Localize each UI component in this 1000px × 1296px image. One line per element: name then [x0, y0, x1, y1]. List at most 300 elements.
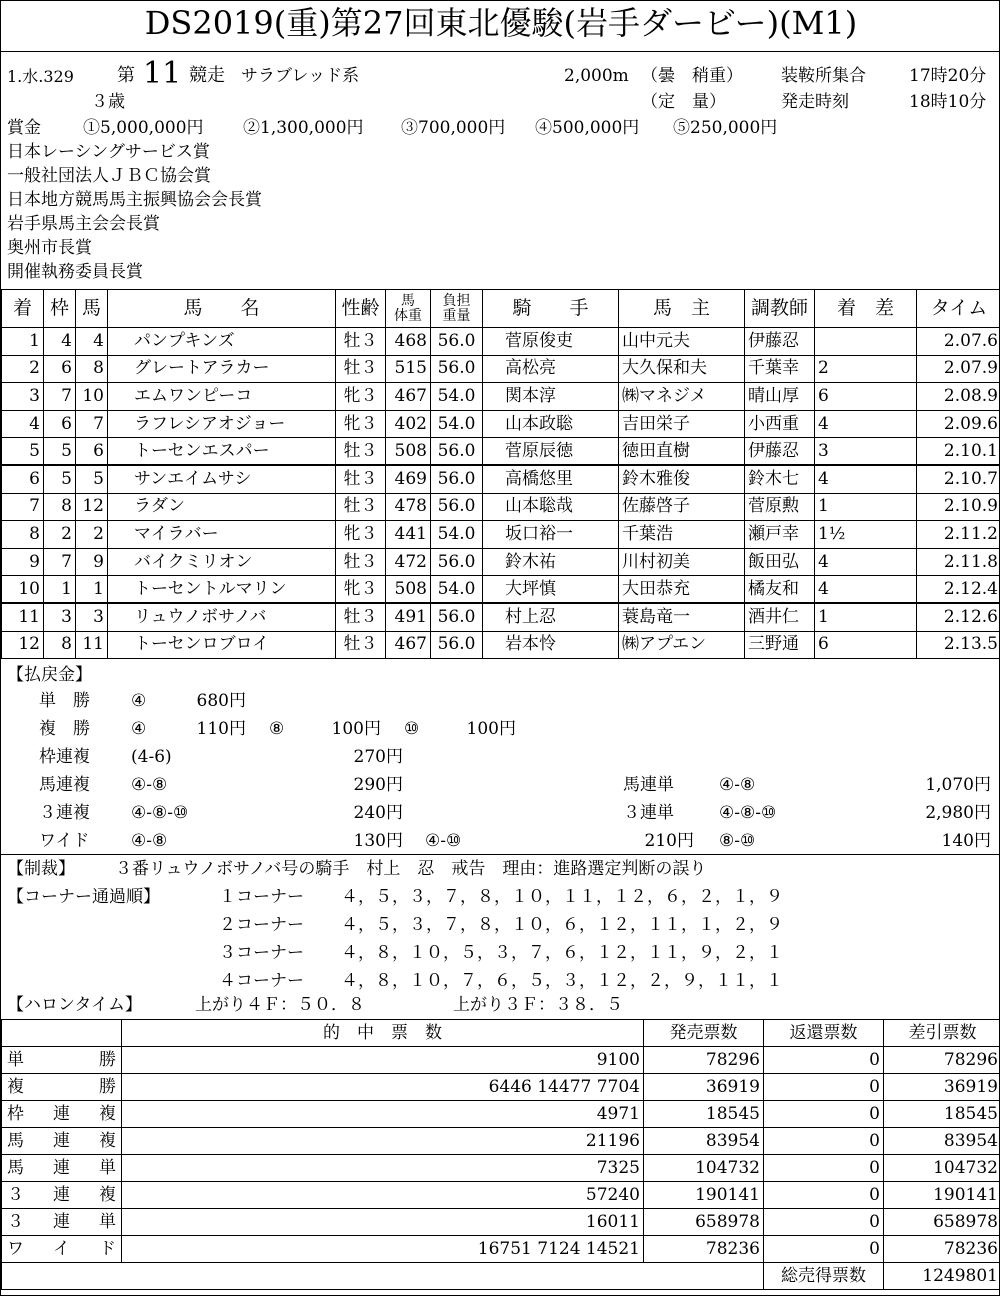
- header-burden: [431, 290, 483, 328]
- result-time: 2.12.4: [917, 576, 1000, 604]
- sales-type-label: 枠 連 複: [7, 1103, 116, 1124]
- result-name: グレートアラカー: [108, 355, 336, 383]
- result-place: 11: [2, 603, 44, 631]
- result-sexage: 牡３: [336, 438, 386, 466]
- prize-1: ①5,000,000円: [83, 118, 204, 138]
- sales-sold: 36919: [644, 1074, 764, 1101]
- sales-row: [2, 1182, 1000, 1209]
- prize-3: ③700,000円: [401, 118, 506, 138]
- race-number: 11: [143, 56, 182, 91]
- result-jockey: 菅原俊吏: [483, 328, 619, 356]
- result-frame: 5: [44, 438, 76, 466]
- sales-refund: 0: [764, 1128, 884, 1155]
- sales-total-value: 1249801: [884, 1263, 1000, 1290]
- sales-refund: 0: [764, 1074, 884, 1101]
- sales-sold: 18545: [644, 1101, 764, 1128]
- result-num: 4: [76, 328, 108, 356]
- sanction-label: 【制裁】: [7, 859, 75, 879]
- result-owner: 大田恭充: [619, 576, 745, 604]
- result-sexage: 牡３: [336, 328, 386, 356]
- header-name: 馬 名: [108, 290, 336, 328]
- result-margin: 3: [815, 438, 917, 466]
- result-margin: 4: [815, 410, 917, 438]
- sales-header-refund: 返還票数: [764, 1020, 884, 1047]
- result-frame: 7: [44, 383, 76, 411]
- start-label: 発走時刻: [781, 92, 849, 112]
- sales-sold: 78236: [644, 1236, 764, 1263]
- result-time: 2.10.7: [917, 465, 1000, 493]
- corner-1-order-text: ４，５，３，７，８，１０，１１，１２，６，２，１，９: [341, 887, 783, 907]
- sales-total-row: [2, 1263, 1000, 1290]
- result-place: 5: [2, 438, 44, 466]
- sales-row: [2, 1101, 1000, 1128]
- award-6: 開催執務委員長賞: [7, 262, 143, 282]
- header-sexage: 性齢: [336, 290, 386, 328]
- sales-type: [2, 1128, 122, 1155]
- result-sexage: 牝３: [336, 410, 386, 438]
- result-name: バイクミリオン: [108, 548, 336, 576]
- header-trainer: 調教師: [745, 290, 815, 328]
- exacta-amount: 1,070円: [925, 775, 991, 795]
- result-time: 2.11.8: [917, 548, 1000, 576]
- place-3-amount: 100円: [466, 719, 516, 739]
- place-2-amount: 100円: [331, 719, 381, 739]
- win-label: 単 勝: [39, 691, 90, 711]
- sales-net: 83954: [884, 1128, 1000, 1155]
- result-margin: 1: [815, 603, 917, 631]
- result-place: 12: [2, 631, 44, 659]
- sales-net: 104732: [884, 1155, 1000, 1182]
- sales-hits: 21196: [122, 1128, 644, 1155]
- result-weight: 469: [386, 465, 431, 493]
- payout-header: 【払戻金】: [7, 665, 92, 685]
- sales-sold: 658978: [644, 1209, 764, 1236]
- sales-type-label: 単 勝: [7, 1049, 116, 1070]
- result-sexage: 牡３: [336, 493, 386, 521]
- race-prefix: 第: [117, 65, 135, 86]
- sales-header-row: [2, 1020, 1000, 1047]
- result-jockey: 関本淳: [483, 383, 619, 411]
- corner-4-order: [339, 973, 879, 990]
- result-time: 2.10.9: [917, 493, 1000, 521]
- sales-type-label: ３ 連 複: [7, 1184, 116, 1205]
- result-row: [2, 465, 1000, 493]
- sales-row: [2, 1155, 1000, 1182]
- place-label: 複 勝: [39, 719, 90, 739]
- result-name: マイラバー: [108, 521, 336, 549]
- result-jockey: 岩本怜: [483, 631, 619, 659]
- corner-4-name: ４コーナー: [219, 971, 304, 991]
- last-3f: 上がり３Ｆ：３８．５: [453, 995, 623, 1015]
- result-weight: 402: [386, 410, 431, 438]
- sales-hits: 6446 14477 7704: [122, 1074, 644, 1101]
- prize-label: 賞金: [7, 118, 41, 138]
- bracket-combo: (4-6): [131, 747, 172, 767]
- result-sexage: 牝３: [336, 383, 386, 411]
- result-frame: 8: [44, 493, 76, 521]
- breed: サラブレッド系: [241, 66, 360, 86]
- sales-refund: 0: [764, 1155, 884, 1182]
- sales-type: [2, 1182, 122, 1209]
- header-weight-bottom: 体重: [394, 307, 422, 324]
- sales-hits: 4971: [122, 1101, 644, 1128]
- sales-header-hits: 的 中 票 数: [122, 1020, 644, 1047]
- header-time: タイム: [917, 290, 1000, 328]
- result-num: 6: [76, 438, 108, 466]
- sales-row: [2, 1074, 1000, 1101]
- result-place: 2: [2, 355, 44, 383]
- result-time: 2.07.6: [917, 328, 1000, 356]
- result-trainer: 伊藤忍: [745, 438, 815, 466]
- corner-4-order-text: ４，８，１０，７，６，５，３，１２，２，９，１１，１: [341, 971, 783, 991]
- quinella-amount: 290円: [353, 775, 403, 795]
- result-owner: 山中元夫: [619, 328, 745, 356]
- result-place: 6: [2, 465, 44, 493]
- result-sexage: 牝３: [336, 576, 386, 604]
- result-trainer: 瀬戸幸: [745, 521, 815, 549]
- prize-4: ④500,000円: [535, 118, 640, 138]
- result-row: [2, 328, 1000, 356]
- place-1-combo: ④: [131, 719, 147, 739]
- wide-label: ワイド: [39, 831, 90, 851]
- result-num: 10: [76, 383, 108, 411]
- sales-header-sold: 発売票数: [644, 1020, 764, 1047]
- race-suffix: 競走: [189, 65, 225, 86]
- sales-type: [2, 1074, 122, 1101]
- result-trainer: 伊藤忍: [745, 328, 815, 356]
- sales-sold: 190141: [644, 1182, 764, 1209]
- result-row: [2, 410, 1000, 438]
- header-jockey: 騎 手: [483, 290, 619, 328]
- result-weight: 467: [386, 631, 431, 659]
- sales-type-label: ワ イ ド: [7, 1238, 116, 1259]
- header-owner: 馬 主: [619, 290, 745, 328]
- result-weight: 491: [386, 603, 431, 631]
- result-trainer: 三野通: [745, 631, 815, 659]
- corner-3-order: [339, 945, 879, 962]
- award-4: 岩手県馬主会会長賞: [7, 214, 160, 234]
- result-frame: 2: [44, 521, 76, 549]
- last-4f: 上がり４Ｆ：５０．８: [195, 995, 365, 1015]
- exacta-label: 馬連単: [623, 775, 674, 795]
- result-margin: 4: [815, 465, 917, 493]
- result-burden: 56.0: [431, 493, 483, 521]
- sales-type-label: 馬 連 複: [7, 1130, 116, 1151]
- result-burden: 56.0: [431, 465, 483, 493]
- place-3-combo: ⑩: [404, 719, 420, 739]
- result-time: 2.09.6: [917, 410, 1000, 438]
- result-place: 1: [2, 328, 44, 356]
- header-place: 着: [2, 290, 44, 328]
- result-jockey: 鈴木祐: [483, 548, 619, 576]
- sales-refund: 0: [764, 1101, 884, 1128]
- trifecta-label: ３連単: [623, 803, 674, 823]
- result-burden: 56.0: [431, 548, 483, 576]
- furlong-label: 【ハロンタイム】: [7, 995, 142, 1015]
- sales-hits: 7325: [122, 1155, 644, 1182]
- result-num: 7: [76, 410, 108, 438]
- result-sexage: 牡３: [336, 355, 386, 383]
- sales-refund: 0: [764, 1236, 884, 1263]
- assembly-label: 装鞍所集合: [781, 66, 866, 86]
- result-frame: 4: [44, 328, 76, 356]
- result-sexage: 牡３: [336, 603, 386, 631]
- header-weight: [386, 290, 431, 328]
- result-sexage: 牝３: [336, 521, 386, 549]
- result-burden: 56.0: [431, 328, 483, 356]
- result-time: 2.10.1: [917, 438, 1000, 466]
- place-1-amount: 110円: [196, 719, 246, 739]
- result-burden: 54.0: [431, 576, 483, 604]
- result-row: [2, 603, 1000, 631]
- result-place: 9: [2, 548, 44, 576]
- sales-type: [2, 1155, 122, 1182]
- result-num: 12: [76, 493, 108, 521]
- date-code: 1.水.329: [7, 67, 74, 86]
- results-header-row: [2, 290, 1000, 328]
- sales-net: 78296: [884, 1047, 1000, 1074]
- result-name: トーセントルマリン: [108, 576, 336, 604]
- result-name: サンエイムサシ: [108, 465, 336, 493]
- result-weight: 472: [386, 548, 431, 576]
- wide-3-amount: 140円: [941, 831, 991, 851]
- sales-row: [2, 1209, 1000, 1236]
- result-frame: 1: [44, 576, 76, 604]
- result-row: [2, 355, 1000, 383]
- sales-type-label: ３ 連 単: [7, 1211, 116, 1232]
- result-num: 2: [76, 521, 108, 549]
- result-frame: 3: [44, 603, 76, 631]
- result-time: 2.08.9: [917, 383, 1000, 411]
- bracket-amount: 270円: [353, 747, 403, 767]
- award-3: 日本地方競馬馬主振興協会会長賞: [7, 190, 262, 210]
- result-num: 3: [76, 603, 108, 631]
- age-condition: ３歳: [91, 92, 125, 112]
- result-row: [2, 438, 1000, 466]
- result-time: 2.12.6: [917, 603, 1000, 631]
- sales-row: [2, 1128, 1000, 1155]
- header-burden-bottom: 重量: [442, 307, 471, 324]
- result-trainer: 小西重: [745, 410, 815, 438]
- sales-hits: 57240: [122, 1182, 644, 1209]
- sales-hits: 16011: [122, 1209, 644, 1236]
- corner-3-name: ３コーナー: [219, 943, 304, 963]
- result-weight: 508: [386, 438, 431, 466]
- result-margin: 4: [815, 576, 917, 604]
- assembly-time: 17時20分: [909, 66, 987, 86]
- result-weight: 515: [386, 355, 431, 383]
- sales-type: [2, 1209, 122, 1236]
- result-margin: 1: [815, 493, 917, 521]
- result-trainer: 橘友和: [745, 576, 815, 604]
- result-sexage: 牡３: [336, 631, 386, 659]
- result-jockey: 山本政聡: [483, 410, 619, 438]
- sanction-text: ３番リュウノボサノバ号の騎手 村上 忍 戒告 理由：進路選定判断の誤り: [115, 859, 707, 879]
- sales-net: 18545: [884, 1101, 1000, 1128]
- result-owner: 佐藤啓子: [619, 493, 745, 521]
- award-1: 日本レーシングサービス賞: [7, 142, 210, 162]
- result-weight: 478: [386, 493, 431, 521]
- award-5: 奥州市長賞: [7, 238, 92, 258]
- result-burden: 56.0: [431, 603, 483, 631]
- result-name: ラフレシアオジョー: [108, 410, 336, 438]
- race-title: DS2019(重)第27回東北優駿(岩手ダービー)(M1): [144, 4, 858, 42]
- result-owner: ㈱アプエン: [619, 631, 745, 659]
- result-owner: 吉田栄子: [619, 410, 745, 438]
- weight-rule: （定 量）: [641, 92, 726, 112]
- result-num: 9: [76, 548, 108, 576]
- place-2-combo: ⑧: [269, 719, 285, 739]
- result-margin: 2: [815, 355, 917, 383]
- result-weight: 508: [386, 576, 431, 604]
- sales-net: 658978: [884, 1209, 1000, 1236]
- result-margin: 4: [815, 548, 917, 576]
- result-row: [2, 521, 1000, 549]
- corner-1-order: [339, 889, 879, 906]
- wide-3-combo: ⑧-⑩: [719, 831, 756, 851]
- result-jockey: 坂口裕一: [483, 521, 619, 549]
- quinella-combo: ④-⑧: [131, 775, 168, 795]
- result-weight: 468: [386, 328, 431, 356]
- result-jockey: 大坪慎: [483, 576, 619, 604]
- result-weight: 441: [386, 521, 431, 549]
- result-place: 10: [2, 576, 44, 604]
- result-trainer: 千葉幸: [745, 355, 815, 383]
- result-name: リュウノボサノバ: [108, 603, 336, 631]
- result-frame: 5: [44, 465, 76, 493]
- results-table: [1, 289, 1000, 659]
- sales-sold: 104732: [644, 1155, 764, 1182]
- result-jockey: 高松亮: [483, 355, 619, 383]
- corner-1-name: １コーナー: [219, 887, 304, 907]
- result-trainer: 飯田弘: [745, 548, 815, 576]
- result-name: トーセンエスパー: [108, 438, 336, 466]
- sales-type: [2, 1236, 122, 1263]
- header-burden-top: 負担: [442, 292, 471, 309]
- corner-2-name: ２コーナー: [219, 915, 304, 935]
- result-name: パンプキンズ: [108, 328, 336, 356]
- result-trainer: 晴山厚: [745, 383, 815, 411]
- sales-row: [2, 1236, 1000, 1263]
- result-place: 7: [2, 493, 44, 521]
- result-jockey: 高橋悠里: [483, 465, 619, 493]
- result-place: 8: [2, 521, 44, 549]
- result-weight: 467: [386, 383, 431, 411]
- start-time: 18時10分: [909, 92, 987, 112]
- result-sexage: 牡３: [336, 465, 386, 493]
- result-owner: 鈴木雅俊: [619, 465, 745, 493]
- result-name: トーセンロブロイ: [108, 631, 336, 659]
- bracket-label: 枠連複: [39, 747, 90, 767]
- sales-net: 78236: [884, 1236, 1000, 1263]
- result-frame: 7: [44, 548, 76, 576]
- sales-sold: 78296: [644, 1047, 764, 1074]
- wide-2-amount: 210円: [644, 831, 694, 851]
- trio-amount: 240円: [353, 803, 403, 823]
- sales-sold: 83954: [644, 1128, 764, 1155]
- payout-divider: [1, 854, 1000, 855]
- result-time: 2.11.2: [917, 521, 1000, 549]
- result-trainer: 菅原勲: [745, 493, 815, 521]
- sales-net: 36919: [884, 1074, 1000, 1101]
- sales-type: [2, 1047, 122, 1074]
- result-owner: 大久保和夫: [619, 355, 745, 383]
- result-num: 1: [76, 576, 108, 604]
- result-burden: 54.0: [431, 521, 483, 549]
- win-amount: 680円: [196, 691, 246, 711]
- trifecta-amount: 2,980円: [925, 803, 991, 823]
- result-name: エムワンピーコ: [108, 383, 336, 411]
- result-row: [2, 493, 1000, 521]
- sales-total-label: 総売得票数: [764, 1263, 884, 1290]
- result-frame: 6: [44, 410, 76, 438]
- trifecta-combo: ④-⑧-⑩: [719, 803, 777, 823]
- result-trainer: 鈴木七: [745, 465, 815, 493]
- sales-total-spacer: [2, 1263, 764, 1290]
- result-num: 8: [76, 355, 108, 383]
- result-jockey: 菅原辰徳: [483, 438, 619, 466]
- sales-type-label: 馬 連 単: [7, 1157, 116, 1178]
- sales-header-type: [2, 1020, 122, 1047]
- sales-refund: 0: [764, 1209, 884, 1236]
- header-frame: 枠: [44, 290, 76, 328]
- result-owner: ㈱マネジメ: [619, 383, 745, 411]
- result-row: [2, 548, 1000, 576]
- corner-2-order-text: ４，５，３，７，８，１０，６，１２，１１，１，２，９: [341, 915, 783, 935]
- result-margin: [815, 328, 917, 356]
- result-owner: 徳田直樹: [619, 438, 745, 466]
- sales-type: [2, 1101, 122, 1128]
- result-owner: 千葉浩: [619, 521, 745, 549]
- prize-5: ⑤250,000円: [673, 118, 778, 138]
- result-name: ラダン: [108, 493, 336, 521]
- result-margin: 6: [815, 383, 917, 411]
- exacta-combo: ④-⑧: [719, 775, 756, 795]
- sales-net: 190141: [884, 1182, 1000, 1209]
- sales-row: [2, 1047, 1000, 1074]
- result-owner: 蓑島竜一: [619, 603, 745, 631]
- header-margin: 着 差: [815, 290, 917, 328]
- header-num: 馬: [76, 290, 108, 328]
- wide-1-combo: ④-⑧: [131, 831, 168, 851]
- result-owner: 川村初美: [619, 548, 745, 576]
- sales-refund: 0: [764, 1182, 884, 1209]
- result-sexage: 牡３: [336, 548, 386, 576]
- result-jockey: 山本聡哉: [483, 493, 619, 521]
- sales-hits: 9100: [122, 1047, 644, 1074]
- result-time: 2.13.5: [917, 631, 1000, 659]
- sales-header-net: 差引票数: [884, 1020, 1000, 1047]
- header-weight-top: 馬: [401, 292, 415, 309]
- result-place: 3: [2, 383, 44, 411]
- result-frame: 6: [44, 355, 76, 383]
- result-burden: 54.0: [431, 410, 483, 438]
- distance: 2,000m: [564, 66, 629, 86]
- prize-2: ②1,300,000円: [243, 118, 364, 138]
- result-time: 2.07.9: [917, 355, 1000, 383]
- result-burden: 56.0: [431, 355, 483, 383]
- result-margin: 6: [815, 631, 917, 659]
- result-place: 4: [2, 410, 44, 438]
- corners-label: 【コーナー通過順】: [7, 887, 160, 907]
- title-divider: [1, 51, 1000, 52]
- wide-2-combo: ④-⑩: [425, 831, 462, 851]
- sales-hits: 16751 7124 14521: [122, 1236, 644, 1263]
- result-num: 11: [76, 631, 108, 659]
- corner-2-order: [339, 917, 879, 934]
- sales-refund: 0: [764, 1047, 884, 1074]
- result-margin: 1½: [815, 521, 917, 549]
